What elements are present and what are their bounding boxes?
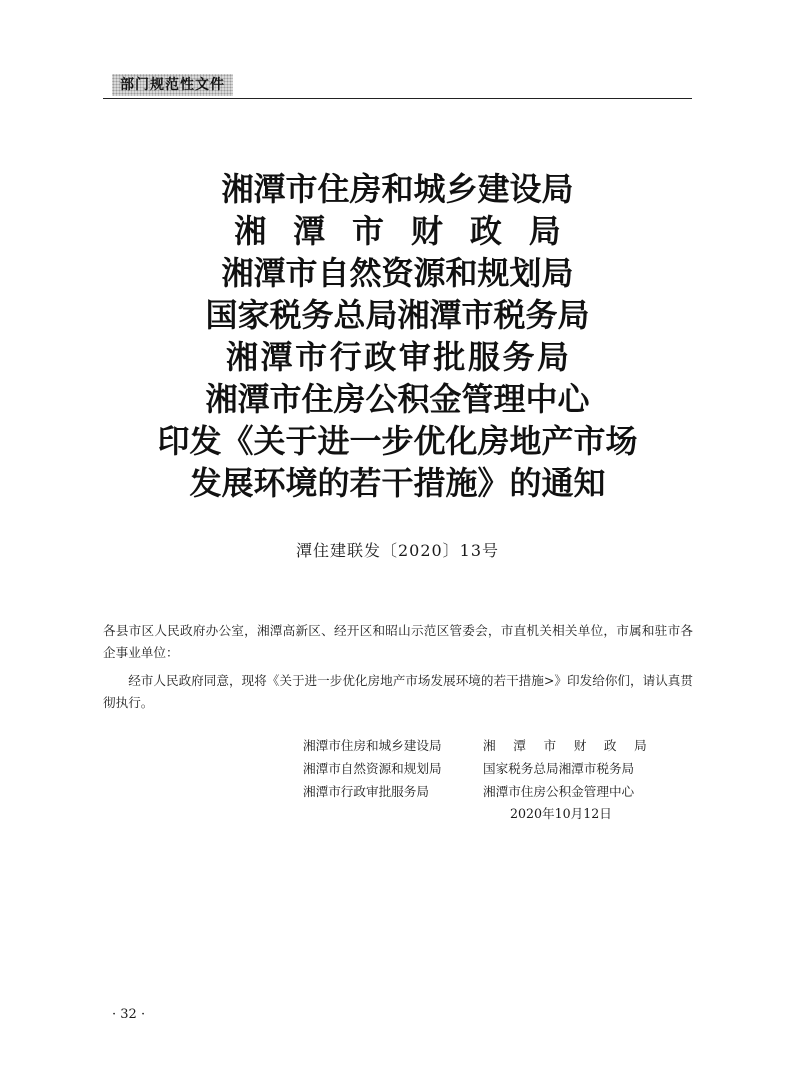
issuer-name: 国家税务总局湘潭市税务局	[483, 761, 635, 776]
issuer-name: 湘潭市行政审批服务局	[303, 784, 429, 799]
issuer-name: 湘潭市财政局	[483, 738, 665, 753]
title-line: 湘潭市住房和城乡建设局	[221, 170, 574, 208]
issuer-name: 湘潭市自然资源和规划局	[303, 761, 442, 776]
page-number: · 32 ·	[112, 1007, 146, 1022]
issuer-name: 湘潭市住房和城乡建设局	[303, 738, 442, 753]
header-divider	[103, 98, 692, 99]
issue-date: 2020年10月12日	[510, 806, 612, 821]
title-line: 湘潭市财政局	[234, 212, 588, 250]
document-number: 潭住建联发〔2020〕13号	[295, 541, 500, 560]
section-label: 部门规范性文件	[112, 74, 233, 96]
title-line: 国家税务总局湘潭市税务局	[205, 296, 590, 334]
document-title	[103, 168, 692, 504]
title-line: 印发《关于进一步优化房地产市场	[157, 422, 638, 460]
issuer-name: 湘潭市住房公积金管理中心	[483, 784, 635, 799]
signature-row	[303, 780, 663, 803]
addressees: 各县市区人民政府办公室，湘潭高新区、经开区和昭山示范区管委会，市直机关相关单位，市属和驻市各企事业单位：	[103, 623, 693, 660]
signature-block	[303, 734, 663, 803]
signature-row	[303, 734, 663, 757]
body-paragraph: 经市人民政府同意，现将《关于进一步优化房地产市场发展环境的若干措施>》印发给你们，请认真贯彻执行。	[103, 673, 693, 710]
signature-row	[303, 757, 663, 780]
notice-body	[103, 620, 693, 714]
title-line: 发展环境的若干措施》的通知	[189, 464, 606, 502]
title-line: 湘潭市住房公积金管理中心	[205, 380, 590, 418]
title-line: 湘潭市自然资源和规划局	[221, 254, 574, 292]
title-line: 湘潭市行政审批服务局	[225, 338, 572, 376]
